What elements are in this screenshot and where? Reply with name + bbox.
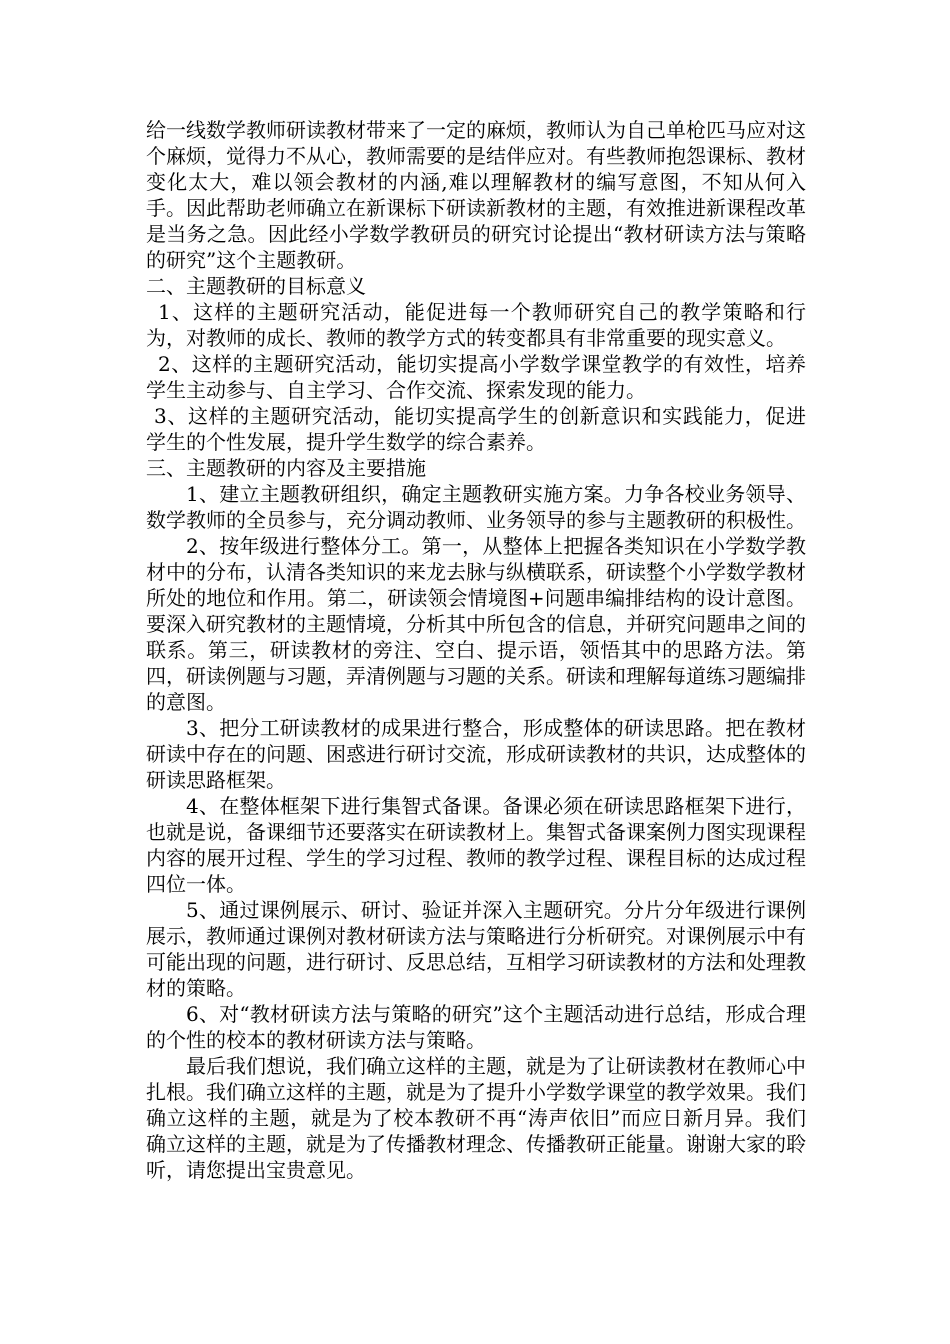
goal-item-1: 1、这样的主题研究活动，能促进每一个教师研究自己的教学策略和行为，对教师的成长、教师的教学方式的转变都具有非常重要的现实意义。 xyxy=(146,300,806,350)
measure-item-3: 3、把分工研读教材的成果进行整合，形成整体的研读思路。把在教材研读中存在的问题、困惑进行研讨交流，形成研读教材的共识，达成整体的研读思路框架。 xyxy=(146,716,806,792)
measure-item-6: 6、对“教材研读方法与策略的研究”这个主题活动进行总结，形成合理的个性的校本的教材研读方法与策略。 xyxy=(146,1002,806,1052)
closing-paragraph: 最后我们想说，我们确立这样的主题，就是为了让研读教材在教师心中扎根。我们确立这样的主题，就是为了提升小学数学课堂的教学效果。我们确立这样的主题，就是为了校本教研不再“涛声依旧”而应日新月异。我们确立这样的主题，就是为了传播教材理念、传播教研正能量。谢谢大家的聆听，请您提出宝贵意见。 xyxy=(146,1054,806,1182)
section-heading-goals: 二、主题教研的目标意义 xyxy=(146,274,366,298)
goal-item-2: 2、这样的主题研究活动，能切实提高小学数学课堂教学的有效性，培养学生主动参与、自主学习、合作交流、探索发现的能力。 xyxy=(146,352,806,402)
measure-item-1: 1、建立主题教研组织，确定主题教研实施方案。力争各校业务领导、数学教师的全员参与，充分调动教师、业务领导的参与主题教研的积极性。 xyxy=(146,482,806,532)
goal-item-3: 3、这样的主题研究活动，能切实提高学生的创新意识和实践能力，促进学生的个性发展，提升学生数学的综合素养。 xyxy=(146,404,806,454)
intro-paragraph: 给一线数学教师研读教材带来了一定的麻烦，教师认为自己单枪匹马应对这个麻烦，觉得力不从心，教师需要的是结伴应对。有些教师抱怨课标、教材变化太大，难以领会教材的内涵,难以理解教材的编写意图，不知从何入手。因此帮助老师确立在新课标下研读新教材的主题，有效推进新课程改革是当务之急。因此经小学数学教研员的研究讨论提出“教材研读方法与策略的研究”这个主题教研。 xyxy=(146,118,806,272)
measure-item-4: 4、在整体框架下进行集智式备课。备课必须在研读思路框架下进行，也就是说，备课细节还要落实在研读教材上。集智式备课案例力图实现课程内容的展开过程、学生的学习过程、教师的教学过程、课程目标的达成过程四位一体。 xyxy=(146,794,806,896)
measure-item-5: 5、通过课例展示、研讨、验证并深入主题研究。分片分年级进行课例展示，教师通过课例对教材研读方法与策略进行分析研究。对课例展示中有可能出现的问题，进行研讨、反思总结，互相学习研读教材的方法和处理教材的策略。 xyxy=(146,898,806,1000)
section-heading-measures: 三、主题教研的内容及主要措施 xyxy=(146,456,426,480)
document-body xyxy=(146,117,806,1183)
measure-item-2: 2、按年级进行整体分工。第一，从整体上把握各类知识在小学数学教材中的分布，认清各类知识的来龙去脉与纵横联系，研读整个小学数学教材所处的地位和作用。第二，研读领会情境图+问题串编排结构的设计意图。要深入研究教材的主题情境，分析其中所包含的信息，并研究问题串之间的联系。第三，研读教材的旁注、空白、提示语，领悟其中的思路方法。第四，研读例题与习题，弄清例题与习题的关系。研读和理解每道练习题编排的意图。 xyxy=(146,534,806,714)
